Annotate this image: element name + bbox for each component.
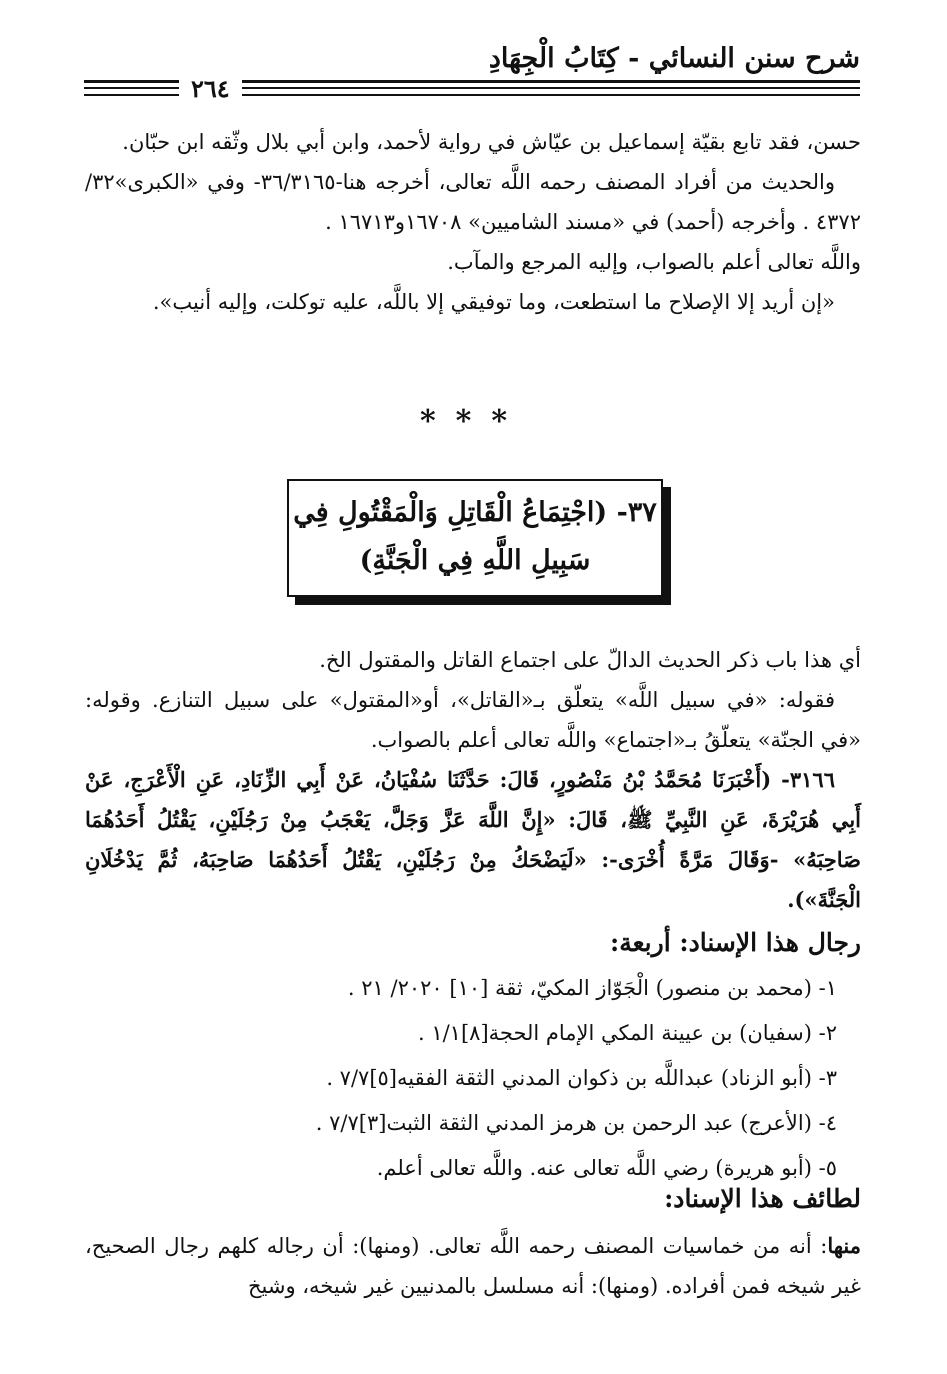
- list-item: ١- (محمد بن منصور) الْجَوّاز المكيّ، ثقة [١٠] ٢٠٢٠/ ٢١ .: [347, 976, 837, 1000]
- narrators-list: [97, 966, 837, 1191]
- explanation-paragraph-2: فقوله: «في سبيل اللَّه» يتعلّق بـ«القاتل»، أو«المقتول» على سبيل التنازع. وقوله: «في الجنّة» يتعلّقُ بـ«اجتماع» واللَّه تعالى أعلم بالصواب.: [85, 688, 861, 752]
- chapter-title-line-1: ٣٧- (اجْتِمَاعُ الْقَاتِلِ وَالْمَقْتُولِ فِي: [293, 497, 657, 528]
- page-header: [84, 42, 860, 112]
- explanation-paragraph-1: أي هذا باب ذكر الحديث الدالّ على اجتماع القاتل والمقتول الخ.: [319, 648, 861, 672]
- list-item: ٢- (سفيان) بن عيينة المكي الإمام الحجة[٨]١/١ .: [417, 1021, 837, 1045]
- intro-paragraph-2: والحديث من أفراد المصنف رحمه اللَّه تعالى، أخرجه هنا-٣٦/٣١٦٥- وفي «الكبرى»٣٢/ ٤٣٧٢ . وأخرجه (أحمد) في «مسند الشاميين» ١٦٧٠٨و١٦٧١٣ .: [85, 170, 861, 234]
- list-item: ٥- (أبو هريرة) رضي اللَّه تعالى عنه. واللَّه تعالى أعلم.: [376, 1156, 837, 1180]
- narrators-heading: رجال هذا الإسناد: أربعة:: [609, 928, 861, 957]
- list-item: ٣- (أبو الزناد) عبداللَّه بن ذكوان المدني الثقة الفقيه[٥]٧/٧ .: [326, 1066, 837, 1090]
- subtleties-lead: منها: [827, 1233, 861, 1258]
- page-number: ٢٦٤: [179, 74, 242, 104]
- subtleties-heading: لطائف هذا الإسناد:: [664, 1184, 861, 1213]
- subtleties-block: [85, 1226, 861, 1306]
- hadith-text: ٣١٦٦- (أَخْبَرَنَا مُحَمَّدُ بْنُ مَنْصُورٍ، قَالَ: حَدَّثَنَا سُفْيَانُ، عَنْ أَبِي الزِّنَادِ، عَنِ الْأَعْرَجِ، عَنْ أَبِي هُرَيْرَةَ، عَنِ النَّبِيِّ ﷺ، قَالَ: «إِنَّ اللَّهَ عَزَّ وَجَلَّ، يَعْجَبُ مِنْ رَجُلَيْنِ، يَقْتُلُ أَحَدُهُمَا صَاحِبَهُ» -وَقَالَ مَرَّةً أُخْرَى-: «لَيَضْحَكُ مِنْ رَجُلَيْنِ، يَقْتُلُ أَحَدُهُمَا صَاحِبَهُ، ثُمَّ يَدْخُلَانِ الْجَنَّةَ»).: [85, 767, 861, 912]
- explanation-block: [85, 640, 861, 920]
- chapter-title-box: [287, 479, 663, 597]
- intro-paragraph-3: واللَّه تعالى أعلم بالصواب، وإليه المرجع والمآب.: [447, 250, 861, 274]
- subtleties-text: : أنه من خماسيات المصنف رحمه اللَّه تعالى. (ومنها): أن رجاله كلهم رجال الصحيح، غير شيخه فمن أفراده. (ومنها): أنه مسلسل بالمدنيين غير شيخه، وشيخ: [85, 1234, 861, 1298]
- intro-paragraph-1: حسن، فقد تابع بقيّة إسماعيل بن عيّاش في رواية لأحمد، وابن أبي بلال وثّقه ابن حبّان.: [122, 130, 861, 154]
- running-title: شرح سنن النسائي - كِتَابُ الْجِهَادِ: [488, 43, 860, 74]
- list-item: ٤- (الأعرج) عبد الرحمن بن هرمز المدني الثقة الثبت[٣]٧/٧ .: [315, 1111, 837, 1135]
- subtleties-paragraph: [85, 1226, 861, 1306]
- section-separator: ***: [419, 404, 528, 439]
- intro-paragraph-4: «إن أريد إلا الإصلاح ما استطعت، وما توفيقي إلا باللَّه، عليه توكلت، وإليه أنيب».: [152, 290, 835, 314]
- chapter-title-line-2: سَبِيلِ اللَّهِ فِي الْجَنَّةِ): [359, 545, 591, 576]
- intro-block: [85, 122, 861, 322]
